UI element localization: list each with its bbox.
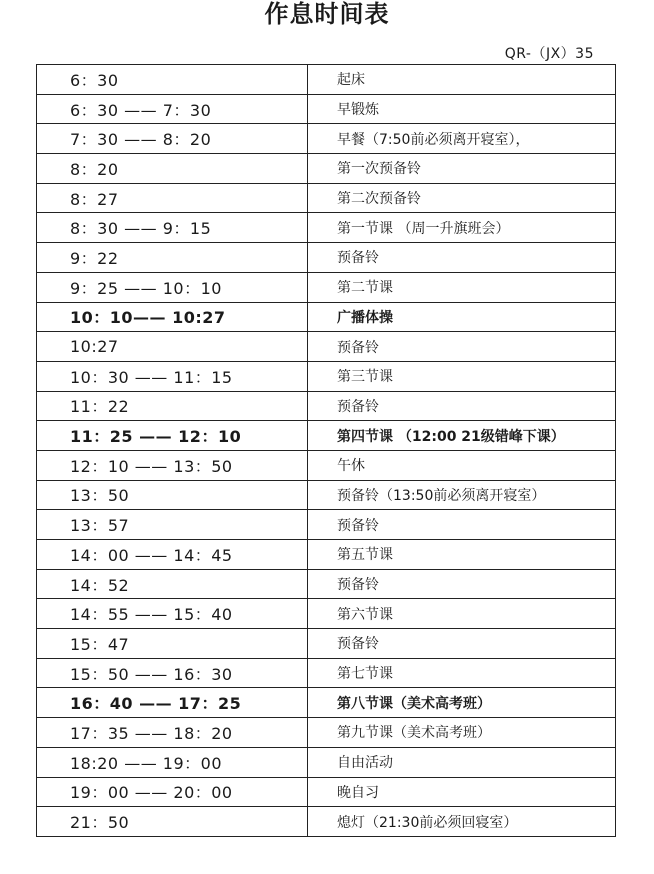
schedule-event-cell: 第七节课 xyxy=(308,658,616,688)
schedule-event-cell: 第九节课（美术高考班） xyxy=(308,718,616,748)
schedule-row xyxy=(37,688,616,718)
schedule-event-cell: 预备铃 xyxy=(308,243,616,273)
schedule-time-cell: 8：27 xyxy=(37,183,308,213)
schedule-time-cell: 21：50 xyxy=(37,807,308,837)
schedule-event-cell: 第四节课 （12:00 21级错峰下课） xyxy=(308,421,616,451)
schedule-time-cell: 11：22 xyxy=(37,391,308,421)
schedule-time-cell: 9：22 xyxy=(37,243,308,273)
schedule-row xyxy=(37,94,616,124)
schedule-event-cell: 预备铃 xyxy=(308,510,616,540)
schedule-row xyxy=(37,629,616,659)
schedule-row xyxy=(37,154,616,184)
schedule-event-cell: 预备铃 xyxy=(308,332,616,362)
schedule-row xyxy=(37,450,616,480)
schedule-row xyxy=(37,658,616,688)
schedule-time-cell: 12：10 —— 13：50 xyxy=(37,450,308,480)
schedule-row xyxy=(37,569,616,599)
schedule-event-cell: 熄灯（21:30前必须回寝室） xyxy=(308,807,616,837)
schedule-time-cell: 6：30 —— 7：30 xyxy=(37,94,308,124)
schedule-time-cell: 9：25 —— 10：10 xyxy=(37,272,308,302)
schedule-event-cell: 第三节课 xyxy=(308,361,616,391)
schedule-event-cell: 第一节课 （周一升旗班会） xyxy=(308,213,616,243)
schedule-row xyxy=(37,540,616,570)
schedule-row xyxy=(37,302,616,332)
schedule-time-cell: 8：30 —— 9：15 xyxy=(37,213,308,243)
schedule-event-cell: 第五节课 xyxy=(308,540,616,570)
schedule-event-cell: 早锻炼 xyxy=(308,94,616,124)
schedule-time-cell: 14：00 —— 14：45 xyxy=(37,540,308,570)
schedule-event-cell: 第六节课 xyxy=(308,599,616,629)
schedule-row xyxy=(37,213,616,243)
schedule-time-cell: 16：40 —— 17：25 xyxy=(37,688,308,718)
schedule-row xyxy=(37,421,616,451)
schedule-event-cell: 第二次预备铃 xyxy=(308,183,616,213)
schedule-time-cell: 17：35 —— 18：20 xyxy=(37,718,308,748)
schedule-event-cell: 自由活动 xyxy=(308,747,616,777)
schedule-time-cell: 19：00 —— 20：00 xyxy=(37,777,308,807)
schedule-row xyxy=(37,777,616,807)
schedule-event-cell: 预备铃（13:50前必须离开寝室） xyxy=(308,480,616,510)
schedule-time-cell: 6：30 xyxy=(37,65,308,95)
schedule-row xyxy=(37,243,616,273)
schedule-event-cell: 第二节课 xyxy=(308,272,616,302)
schedule-row xyxy=(37,747,616,777)
schedule-row xyxy=(37,183,616,213)
schedule-row xyxy=(37,599,616,629)
schedule-event-cell: 广播体操 xyxy=(308,302,616,332)
schedule-time-cell: 11：25 —— 12：10 xyxy=(37,421,308,451)
schedule-row xyxy=(37,480,616,510)
schedule-event-cell: 预备铃 xyxy=(308,569,616,599)
schedule-event-cell: 预备铃 xyxy=(308,629,616,659)
schedule-time-cell: 15：50 —— 16：30 xyxy=(37,658,308,688)
schedule-table-body xyxy=(37,65,616,837)
schedule-event-cell: 早餐（7:50前必须离开寝室）， xyxy=(308,124,616,154)
schedule-row xyxy=(37,391,616,421)
schedule-event-cell: 预备铃 xyxy=(308,391,616,421)
schedule-time-cell: 7：30 —— 8：20 xyxy=(37,124,308,154)
page-title: 作息时间表 xyxy=(264,0,390,28)
schedule-table xyxy=(36,64,616,837)
schedule-row xyxy=(37,718,616,748)
schedule-event-cell: 午休 xyxy=(308,450,616,480)
schedule-event-cell: 第八节课（美术高考班） xyxy=(308,688,616,718)
schedule-time-cell: 15：47 xyxy=(37,629,308,659)
document-code: QR-（JX）35 xyxy=(504,46,594,62)
schedule-time-cell: 10:27 xyxy=(37,332,308,362)
schedule-time-cell: 13：57 xyxy=(37,510,308,540)
schedule-row xyxy=(37,361,616,391)
schedule-time-cell: 8：20 xyxy=(37,154,308,184)
schedule-row xyxy=(37,332,616,362)
schedule-time-cell: 14：55 —— 15：40 xyxy=(37,599,308,629)
schedule-event-cell: 第一次预备铃 xyxy=(308,154,616,184)
schedule-row xyxy=(37,510,616,540)
schedule-row xyxy=(37,65,616,95)
schedule-row xyxy=(37,124,616,154)
schedule-time-cell: 13：50 xyxy=(37,480,308,510)
schedule-event-cell: 晚自习 xyxy=(308,777,616,807)
schedule-row xyxy=(37,807,616,837)
schedule-time-cell: 10：30 —— 11：15 xyxy=(37,361,308,391)
schedule-event-cell: 起床 xyxy=(308,65,616,95)
schedule-row xyxy=(37,272,616,302)
schedule-time-cell: 14：52 xyxy=(37,569,308,599)
schedule-time-cell: 18:20 —— 19：00 xyxy=(37,747,308,777)
schedule-time-cell: 10：10—— 10:27 xyxy=(37,302,308,332)
